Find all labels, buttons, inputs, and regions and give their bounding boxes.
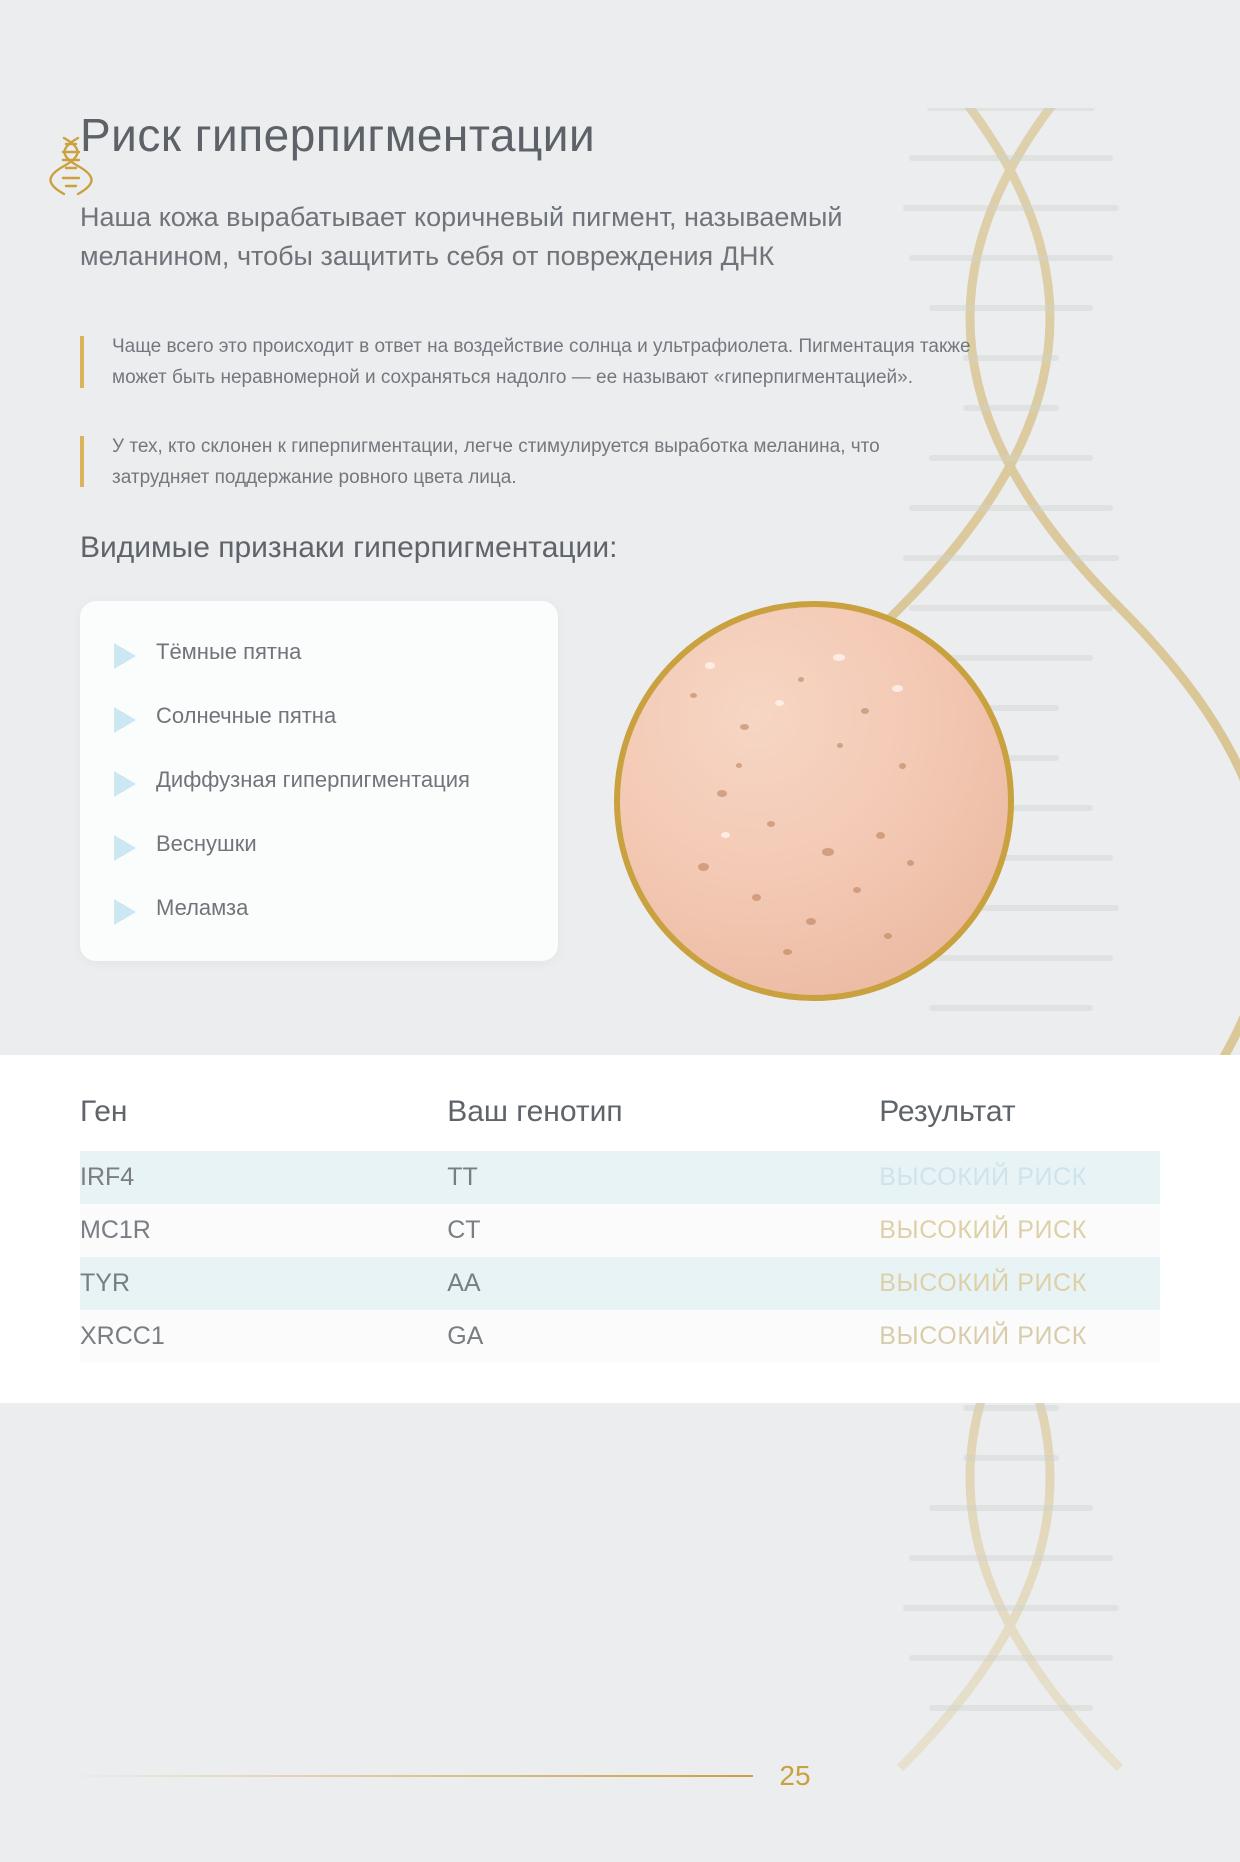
page-footer xyxy=(0,1760,1240,1792)
triangle-bullet-icon xyxy=(114,643,136,669)
table-row xyxy=(80,1204,1160,1257)
list-item xyxy=(114,893,524,925)
intro-paragraph: Наша кожа вырабатывает коричневый пигмент, называемый меланином, чтобы защитить себя от повреждения ДНК xyxy=(80,202,843,272)
table-row xyxy=(80,1151,1160,1204)
table-row xyxy=(80,1310,1160,1363)
list-item xyxy=(114,765,524,797)
triangle-bullet-icon xyxy=(114,707,136,733)
list-item xyxy=(114,701,524,733)
results-table xyxy=(80,1085,1160,1363)
sign-label: Веснушки xyxy=(156,831,257,857)
page-number: 25 xyxy=(779,1760,811,1791)
sign-label: Меламза xyxy=(156,895,249,921)
cell-genotype: TT xyxy=(447,1163,478,1192)
signs-row xyxy=(80,601,1160,1001)
page-title: Риск гиперпигментации xyxy=(80,109,596,161)
column-header-genotype: Ваш генотип xyxy=(447,1095,623,1129)
sign-label: Диффузная гиперпигментация xyxy=(156,767,470,793)
cell-result: ВЫСОКИЙ РИСК xyxy=(879,1322,1087,1351)
list-item xyxy=(114,829,524,861)
cell-genotype: GA xyxy=(447,1322,484,1351)
notes-group xyxy=(80,332,1160,493)
cell-result: ВЫСОКИЙ РИСК xyxy=(879,1216,1087,1245)
sign-label: Солнечные пятна xyxy=(156,703,337,729)
table-header-row xyxy=(80,1085,1160,1151)
results-table-block xyxy=(0,1055,1240,1403)
column-header-gene: Ген xyxy=(80,1095,128,1129)
note-item xyxy=(80,332,980,394)
signs-card xyxy=(80,601,558,961)
note-text: Чаще всего это происходит в ответ на воздействие солнца и ультрафиолета. Пигментация также может быть неравномерной и сохраняться надолго — ее называют «гиперпигментацией». xyxy=(112,336,971,389)
list-item xyxy=(114,637,524,669)
cell-genotype: AA xyxy=(447,1269,481,1298)
page-content xyxy=(0,108,1240,1001)
cell-result: ВЫСОКИЙ РИСК xyxy=(879,1163,1087,1192)
note-text: У тех, кто склонен к гиперпигментации, легче стимулируется выработка меланина, что затрудняет поддержание ровного цвета лица. xyxy=(112,435,880,488)
cell-result: ВЫСОКИЙ РИСК xyxy=(879,1269,1087,1298)
cell-genotype: CT xyxy=(447,1216,481,1245)
skin-photo xyxy=(614,601,1014,1001)
cell-gene: MC1R xyxy=(80,1216,151,1245)
sign-label: Тёмные пятна xyxy=(156,639,302,665)
cell-gene: TYR xyxy=(80,1269,130,1298)
signs-heading: Видимые признаки гиперпигментации: xyxy=(80,531,618,565)
table-row xyxy=(80,1257,1160,1310)
triangle-bullet-icon xyxy=(114,771,136,797)
note-item xyxy=(80,432,980,494)
footer-divider-left xyxy=(63,1775,753,1777)
triangle-bullet-icon xyxy=(114,899,136,925)
column-header-result: Результат xyxy=(879,1095,1016,1129)
triangle-bullet-icon xyxy=(114,835,136,861)
cell-gene: XRCC1 xyxy=(80,1322,165,1351)
cell-gene: IRF4 xyxy=(80,1163,135,1192)
